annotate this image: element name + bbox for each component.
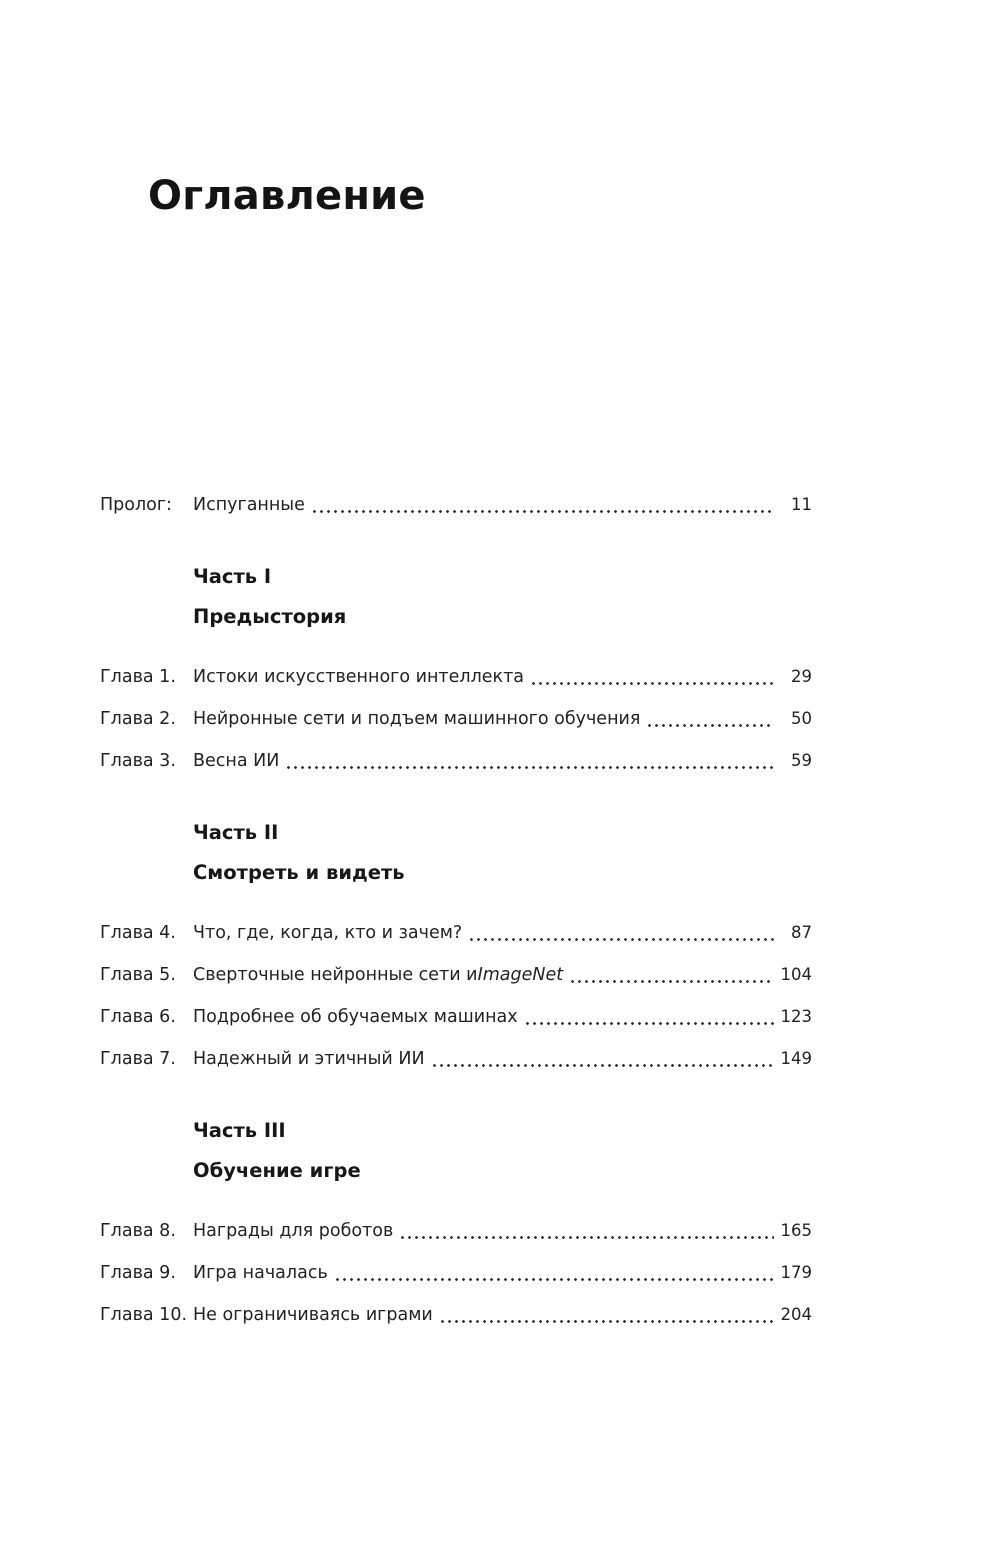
entry-title: Не ограничиваясь играми [193,1305,433,1325]
toc-entry-ch9 [100,1252,812,1294]
dot-leader [648,724,774,727]
entry-label: Глава 8. [100,1221,176,1241]
entry-label: Глава 2. [100,709,176,729]
page-title: Оглавление [148,173,426,219]
dot-leader [433,1064,774,1067]
entry-title: Надежный и этичный ИИ [193,1049,425,1069]
entry-label: Глава 10. [100,1305,188,1325]
toc-entry-ch5 [100,954,812,996]
entry-label: Глава 7. [100,1049,176,1069]
entry-title: Нейронные сети и подъем машинного обучения [193,709,641,729]
entry-page-number: 11 [791,495,812,514]
entry-label: Глава 9. [100,1263,176,1283]
entry-page-number: 123 [780,1007,812,1026]
part-subtitle: Предыстория [193,605,347,628]
dot-leader [571,980,774,983]
dot-leader [441,1320,774,1323]
entry-title: Сверточные нейронные сети и [193,965,478,985]
entry-page-number: 29 [791,667,812,686]
entry-title: Награды для роботов [193,1221,394,1241]
entry-title: Испуганные [193,495,305,515]
entry-page-number: 87 [791,923,812,942]
part-subtitle: Обучение игре [193,1159,361,1182]
toc-entry-ch4 [100,912,812,954]
entry-title: Истоки искусственного интеллекта [193,667,525,687]
entry-label: Пролог: [100,495,172,515]
part-heading-3 [193,1111,812,1191]
entry-title: Весна ИИ [193,751,280,771]
table-of-contents [100,484,812,1336]
dot-leader [287,766,774,769]
toc-entry-ch1 [100,656,812,698]
entry-title: Игра началась [193,1263,328,1283]
entry-label: Глава 4. [100,923,176,943]
toc-entry-ch10 [100,1294,812,1336]
toc-entry-ch7 [100,1038,812,1080]
toc-entry-ch2 [100,698,812,740]
toc-entry-ch3 [100,740,812,782]
toc-entry-prologue [100,484,812,526]
entry-label: Глава 5. [100,965,176,985]
part-subtitle: Смотреть и видеть [193,861,405,884]
entry-page-number: 104 [780,965,812,984]
entry-page-number: 59 [791,751,812,770]
dot-leader [532,682,774,685]
part-title: Часть I [193,565,272,588]
entry-page-number: 204 [780,1305,812,1324]
dot-leader [401,1236,774,1239]
dot-leader [336,1278,774,1281]
toc-entry-ch6 [100,996,812,1038]
toc-entry-ch8 [100,1210,812,1252]
entry-page-number: 179 [780,1263,812,1282]
entry-title-italic: ImageNet [477,965,564,985]
entry-label: Глава 6. [100,1007,176,1027]
part-heading-1 [193,557,812,637]
dot-leader [313,510,774,513]
entry-page-number: 149 [780,1049,812,1068]
part-heading-2 [193,813,812,893]
entry-title: Подробнее об обучаемых машинах [193,1007,518,1027]
entry-page-number: 165 [780,1221,812,1240]
dot-leader [470,938,774,941]
entry-page-number: 50 [791,709,812,728]
part-title: Часть II [193,821,279,844]
entry-label: Глава 1. [100,667,176,687]
part-title: Часть III [193,1119,286,1142]
dot-leader [526,1022,774,1025]
entry-title: Что, где, когда, кто и зачем? [193,923,463,943]
entry-label: Глава 3. [100,751,176,771]
